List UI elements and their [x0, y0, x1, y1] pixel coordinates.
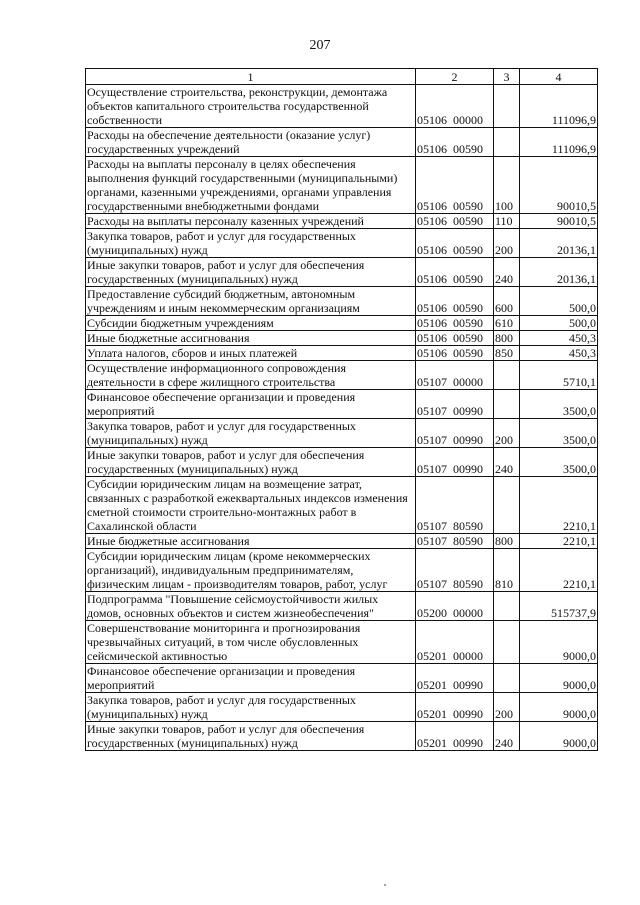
- row-code: 05106 00590: [416, 258, 494, 287]
- row-name: Иные бюджетные ассигнования: [86, 534, 416, 549]
- row-name: Субсидии юридическим лицам на возмещение затрат, связанных с разработкой ежеквартальных индексов изменения сметной стоимости строительно-монтажных работ в Сахалинской области: [86, 477, 416, 534]
- table-row: [86, 128, 598, 157]
- page-number: 207: [309, 38, 331, 53]
- row-code: 05106 00590: [416, 287, 494, 316]
- row-name: Совершенствование мониторинга и прогнозирования чрезвычайных ситуаций, в том числе обусловленных сейсмической активностью: [86, 621, 416, 664]
- row-name: Субсидии бюджетным учреждениям: [86, 316, 416, 331]
- table-row: [86, 316, 598, 331]
- table-row: [86, 448, 598, 477]
- table-row: [86, 419, 598, 448]
- row-amount: 2210,1: [520, 549, 598, 592]
- row-code: 05107 80590: [416, 534, 494, 549]
- row-code: 05107 00990: [416, 390, 494, 419]
- row-type: [494, 477, 520, 534]
- row-name: Закупка товаров, работ и услуг для государственных (муниципальных) нужд: [86, 229, 416, 258]
- row-name: Расходы на обеспечение деятельности (оказание услуг) государственных учреждений: [86, 128, 416, 157]
- table-row: [86, 229, 598, 258]
- table-row: [86, 361, 598, 390]
- row-type: 240: [494, 258, 520, 287]
- row-code: 05107 00990: [416, 419, 494, 448]
- row-code: 05201 00990: [416, 664, 494, 693]
- table-row: [86, 477, 598, 534]
- row-amount: 5710,1: [520, 361, 598, 390]
- row-type: 200: [494, 229, 520, 258]
- row-code: 05200 00000: [416, 592, 494, 621]
- row-type: [494, 592, 520, 621]
- row-code: 05107 00000: [416, 361, 494, 390]
- row-amount: 20136,1: [520, 258, 598, 287]
- row-type: [494, 85, 520, 128]
- row-name: Финансовое обеспечение организации и проведения мероприятий: [86, 664, 416, 693]
- row-code: 05107 80590: [416, 549, 494, 592]
- row-name: Расходы на выплаты персоналу в целях обеспечения выполнения функций государственными (муниципальными) органами, казенными учреждениями, органами управления государственными внебюджетными фондами: [86, 157, 416, 214]
- row-amount: 111096,9: [520, 85, 598, 128]
- row-name: Закупка товаров, работ и услуг для государственных (муниципальных) нужд: [86, 693, 416, 722]
- row-name: Расходы на выплаты персоналу казенных учреждений: [86, 214, 416, 229]
- row-code: 05201 00000: [416, 621, 494, 664]
- header-row: [86, 69, 598, 85]
- row-code: 05106 00590: [416, 331, 494, 346]
- row-type: 240: [494, 722, 520, 751]
- row-code: 05107 00990: [416, 448, 494, 477]
- table-row: [86, 549, 598, 592]
- header-col-3: 3: [494, 69, 520, 85]
- row-name: Подпрограмма "Повышение сейсмоустойчивости жилых домов, основных объектов и систем жизнеобеспечения": [86, 592, 416, 621]
- table-row: [86, 214, 598, 229]
- table-row: [86, 621, 598, 664]
- row-type: 850: [494, 346, 520, 361]
- row-type: 240: [494, 448, 520, 477]
- row-code: 05106 00590: [416, 128, 494, 157]
- row-type: 100: [494, 157, 520, 214]
- table-row: [86, 287, 598, 316]
- row-amount: 2210,1: [520, 534, 598, 549]
- table-row: [86, 346, 598, 361]
- table-row: [86, 534, 598, 549]
- header-col-4: 4: [520, 69, 598, 85]
- row-name: Финансовое обеспечение организации и проведения мероприятий: [86, 390, 416, 419]
- row-code: 05106 00590: [416, 157, 494, 214]
- row-name: Закупка товаров, работ и услуг для государственных (муниципальных) нужд: [86, 419, 416, 448]
- row-type: 810: [494, 549, 520, 592]
- row-type: [494, 621, 520, 664]
- row-amount: 9000,0: [520, 664, 598, 693]
- row-amount: 450,3: [520, 331, 598, 346]
- row-amount: 9000,0: [520, 722, 598, 751]
- table-row: [86, 592, 598, 621]
- header-col-2: 2: [416, 69, 494, 85]
- row-type: [494, 128, 520, 157]
- row-amount: 111096,9: [520, 128, 598, 157]
- row-type: 200: [494, 693, 520, 722]
- row-name: Иные бюджетные ассигнования: [86, 331, 416, 346]
- row-code: 05106 00590: [416, 229, 494, 258]
- scan-speck: [384, 884, 386, 886]
- row-amount: 9000,0: [520, 621, 598, 664]
- row-code: 05106 00000: [416, 85, 494, 128]
- row-name: Иные закупки товаров, работ и услуг для обеспечения государственных (муниципальных) нужд: [86, 258, 416, 287]
- row-amount: 2210,1: [520, 477, 598, 534]
- row-name: Уплата налогов, сборов и иных платежей: [86, 346, 416, 361]
- row-type: 110: [494, 214, 520, 229]
- table-row: [86, 664, 598, 693]
- row-name: Осуществление строительства, реконструкции, демонтажа объектов капитального строительства государственной собственности: [86, 85, 416, 128]
- row-type: 600: [494, 287, 520, 316]
- row-amount: 90010,5: [520, 214, 598, 229]
- row-amount: 500,0: [520, 316, 598, 331]
- table-row: [86, 722, 598, 751]
- table-row: [86, 693, 598, 722]
- row-amount: 3500,0: [520, 448, 598, 477]
- row-code: 05107 80590: [416, 477, 494, 534]
- budget-table: [85, 68, 598, 751]
- header-col-1: 1: [86, 69, 416, 85]
- row-amount: 515737,9: [520, 592, 598, 621]
- table-row: [86, 258, 598, 287]
- row-amount: 3500,0: [520, 390, 598, 419]
- row-code: 05201 00990: [416, 722, 494, 751]
- row-type: 610: [494, 316, 520, 331]
- row-type: 800: [494, 534, 520, 549]
- table-row: [86, 157, 598, 214]
- row-amount: 90010,5: [520, 157, 598, 214]
- row-type: [494, 361, 520, 390]
- row-name: Иные закупки товаров, работ и услуг для обеспечения государственных (муниципальных) нужд: [86, 722, 416, 751]
- row-code: 05106 00590: [416, 214, 494, 229]
- row-code: 05106 00590: [416, 316, 494, 331]
- row-amount: 3500,0: [520, 419, 598, 448]
- row-amount: 20136,1: [520, 229, 598, 258]
- row-code: 05106 00590: [416, 346, 494, 361]
- row-name: Субсидии юридическим лицам (кроме некоммерческих организаций), индивидуальным предпринимателям, физическим лицам - производителям товаров, работ, услуг: [86, 549, 416, 592]
- row-amount: 500,0: [520, 287, 598, 316]
- row-amount: 450,3: [520, 346, 598, 361]
- row-name: Предоставление субсидий бюджетным, автономным учреждениям и иным некоммерческим организациям: [86, 287, 416, 316]
- row-type: 200: [494, 419, 520, 448]
- row-type: 800: [494, 331, 520, 346]
- table-row: [86, 85, 598, 128]
- table-row: [86, 390, 598, 419]
- row-type: [494, 390, 520, 419]
- table-row: [86, 331, 598, 346]
- row-code: 05201 00990: [416, 693, 494, 722]
- row-type: [494, 664, 520, 693]
- row-name: Иные закупки товаров, работ и услуг для обеспечения государственных (муниципальных) нужд: [86, 448, 416, 477]
- row-name: Осуществление информационного сопровождения деятельности в сфере жилищного строительства: [86, 361, 416, 390]
- row-amount: 9000,0: [520, 693, 598, 722]
